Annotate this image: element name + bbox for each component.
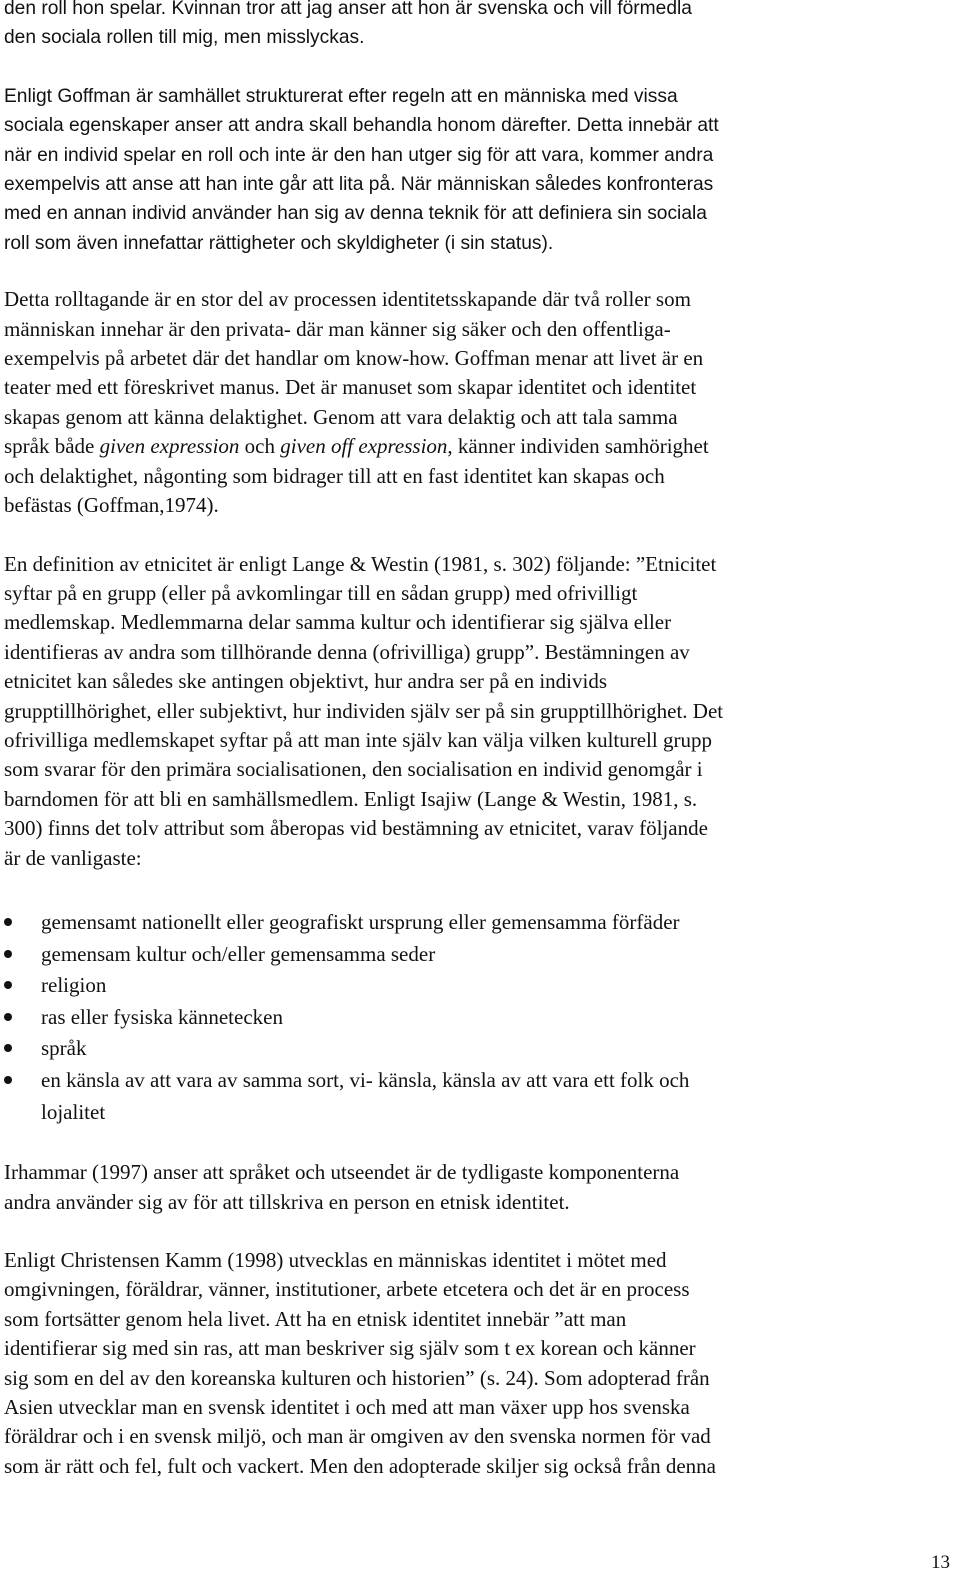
- text-line: identifierar sig med sin ras, att man beskriver sig själv som t ex korean och känner: [4, 1336, 696, 1361]
- text-line: Enligt Goffman är samhället strukturerat efter regeln att en människa med vissa: [4, 85, 678, 107]
- text-line: som svarar för den primära socialisationen, den socialisation en individ genomgår i: [4, 757, 703, 782]
- paragraph-6: [4, 1246, 956, 1481]
- list-item-text: en känsla av att vara av samma sort, vi- känsla, känsla av att vara ett folk och: [41, 1067, 690, 1092]
- list-item-text: gemensam kultur och/eller gemensamma seder: [41, 941, 436, 966]
- text-line: [4, 170, 956, 199]
- text-line: den sociala rollen till mig, men misslyckas.: [4, 27, 365, 49]
- text-line: syftar på en grupp (eller på avkomlingar till en sådan grupp) med ofrivilligt: [4, 580, 638, 605]
- text-span: , känner individen samhörighet: [447, 434, 709, 459]
- document-page: [4, 0, 956, 1481]
- list-item: [4, 939, 956, 971]
- text-line: när en individ spelar en roll och inte är den han utger sig för att vara, kommer andra: [4, 144, 714, 166]
- text-span: Goffman menar att livet är en: [449, 346, 704, 371]
- list-item: [4, 1065, 956, 1097]
- text-line: etnicitet kan således ske antingen objektivt, hur andra ser på en individs: [4, 669, 607, 694]
- italic-term: given expression: [99, 434, 240, 459]
- text-line: grupptillhörighet, eller subjektivt, hur individen själv ser på sin grupptillhörighet. Det: [4, 698, 724, 723]
- text-line: är de vanligaste:: [4, 845, 142, 870]
- text-line: medlemskap. Medlemmarna delar samma kultur och identifierar sig själva eller: [4, 610, 672, 635]
- bullet-icon: [4, 1044, 12, 1052]
- paragraph-3: [4, 285, 956, 520]
- text-span: teater med ett föreskrivet manus.: [4, 375, 280, 400]
- text-line: 300) finns det tolv attribut som åberopas vid bestämning av etnicitet, varav följande: [4, 816, 708, 841]
- text-line: sig som en del av den koreanska kulturen och historien” (s. 24). Som adopterad från: [4, 1365, 710, 1390]
- bullet-icon: [4, 1076, 12, 1084]
- text-line: [4, 344, 956, 373]
- list-item: [4, 1002, 956, 1034]
- list-item-text: språk: [41, 1036, 87, 1061]
- list-item: [4, 970, 956, 1002]
- text-line: den roll hon spelar. Kvinnan tror att jag anser att hon är svenska och vill förmedla: [4, 0, 692, 19]
- text-line: andra använder sig av för att tillskriva en person en etnisk identitet.: [4, 1189, 570, 1214]
- text-span: Genom att vara delaktig och att tala samma: [307, 404, 678, 429]
- bullet-icon: [4, 950, 12, 958]
- text-line: roll som även innefattar rättigheter och skyldigheter (i sin status).: [4, 232, 554, 254]
- paragraph-2: [4, 82, 956, 258]
- text-line: En definition av etnicitet är enligt Lange & Westin (1981, s. 302) följande: ”Etnicitet: [4, 551, 717, 576]
- bullet-icon: [4, 1013, 12, 1021]
- text-line: föräldrar och i en svensk miljö, och man är omgiven av den svenska normen för vad: [4, 1424, 711, 1449]
- list-item-text: lojalitet: [41, 1099, 106, 1124]
- text-span: och: [239, 434, 281, 459]
- text-line: barndomen för att bli en samhällsmedlem. Enligt Isajiw (Lange & Westin, 1981, s.: [4, 786, 698, 811]
- text-line: befästas (Goffman,1974).: [4, 493, 219, 518]
- list-item-text: ras eller fysiska kännetecken: [41, 1004, 283, 1029]
- text-span: exempelvis att anse att han inte går att lita på.: [4, 174, 396, 196]
- text-line: Detta rolltagande är en stor del av processen identitetsskapande där två roller som: [4, 287, 691, 312]
- text-line: som fortsätter genom hela livet. Att ha en etnisk identitet innebär ”att man: [4, 1306, 627, 1331]
- paragraph-5: [4, 1158, 956, 1217]
- text-line: med en annan individ använder han sig av denna teknik för att definiera sin sociala: [4, 203, 707, 225]
- text-line: Irhammar (1997) anser att språket och utseendet är de tydligaste komponenterna: [4, 1160, 680, 1185]
- list-item-text: religion: [41, 973, 107, 998]
- text-line: [4, 432, 956, 461]
- text-line: identifieras av andra som tillhörande denna (ofrivilliga) grupp”. Bestämningen av: [4, 639, 690, 664]
- text-span: skapas genom att känna delaktighet.: [4, 404, 308, 429]
- list-item-continuation: [4, 1097, 956, 1129]
- bullet-icon: [4, 918, 12, 926]
- text-span: Detta innebär att: [571, 115, 719, 137]
- list-item-text: gemensamt nationellt eller geografiskt ursprung eller gemensamma förfäder: [41, 909, 680, 934]
- text-line: och delaktighet, någonting som bidrager till att en fast identitet kan skapas och: [4, 463, 665, 488]
- page-number: 13: [931, 1552, 950, 1573]
- list-item: [4, 907, 956, 939]
- text-line: [4, 403, 956, 432]
- text-span: språk både: [4, 434, 100, 459]
- text-line: [4, 111, 956, 140]
- paragraph-4: [4, 550, 956, 873]
- text-span: När människan således konfronteras: [395, 174, 714, 196]
- text-line: människan innehar är den privata- där man känner sig säker och den offentliga-: [4, 316, 671, 341]
- paragraph-1: [4, 0, 956, 53]
- text-line: ofrivilliga medlemskapet syftar på att man inte själv kan välja vilken kulturell grupp: [4, 727, 712, 752]
- text-line: Asien utvecklar man en svensk identitet i och med att man växer upp hos svenska: [4, 1394, 690, 1419]
- bullet-icon: [4, 981, 12, 989]
- text-span: exempelvis på arbetet där det handlar om know-how.: [4, 346, 450, 371]
- italic-term: given off expression: [280, 434, 448, 459]
- attribute-list: [4, 907, 956, 1128]
- text-line: som är rätt och fel, fult och vackert. Men den adopterade skiljer sig också från denna: [4, 1453, 716, 1478]
- list-item: [4, 1033, 956, 1065]
- text-span: Det är manuset som skapar identitet och identitet: [279, 375, 697, 400]
- text-line: [4, 373, 956, 402]
- text-span: sociala egenskaper anser att andra skall behandla honom därefter.: [4, 115, 572, 137]
- text-line: Enligt Christensen Kamm (1998) utvecklas en människas identitet i mötet med: [4, 1247, 667, 1272]
- text-line: omgivningen, föräldrar, vänner, institutioner, arbete etcetera och det är en process: [4, 1277, 690, 1302]
